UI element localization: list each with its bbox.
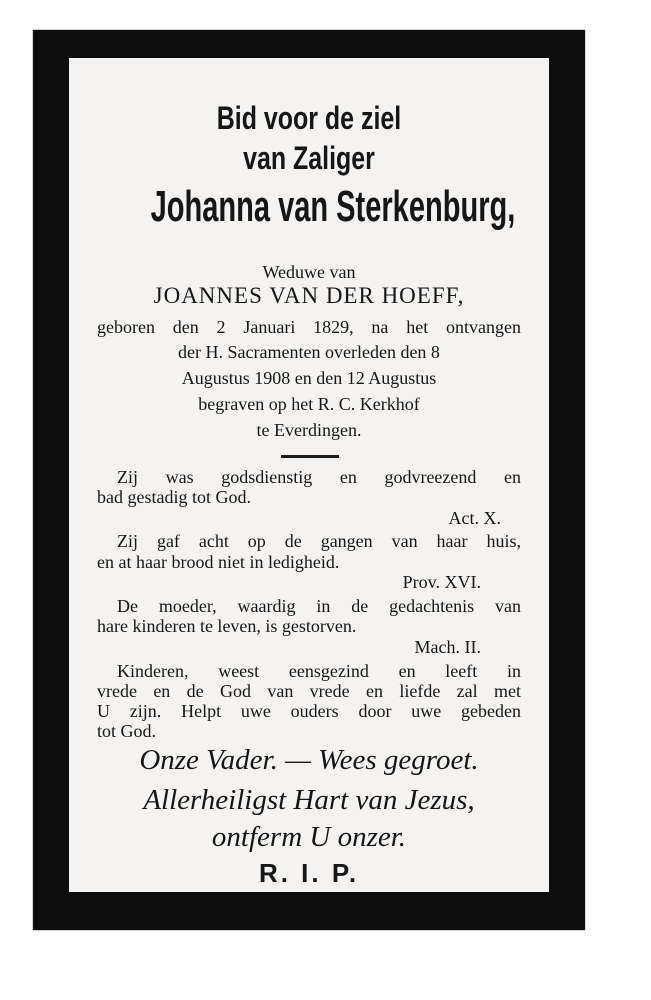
card-text-panel xyxy=(69,58,549,892)
verse-line: De moeder, waardig in de gedachtenis van xyxy=(117,596,521,616)
bio-line: der H. Sacramenten overleden den 8 xyxy=(178,342,440,362)
verse-line: hare kinderen te leven, is gestorven. xyxy=(97,616,357,636)
bio-line: te Everdingen. xyxy=(256,420,362,440)
prayer-line-1: Onze Vader. — Wees gegroet. xyxy=(139,744,479,776)
deceased-name: Johanna van Sterkenburg, xyxy=(150,182,516,231)
bio-line: Augustus 1908 en den 12 Augustus xyxy=(181,368,437,388)
verse-source: Act. X. xyxy=(448,508,501,528)
verse-line: U zijn. Helpt uwe ouders door uwe gebeden xyxy=(97,701,521,721)
verse-line: en at haar brood niet in ledigheid. xyxy=(97,552,340,572)
husband-name: JOANNES VAN DER HOEFF, xyxy=(153,283,465,308)
verse-line: Zij was godsdienstig en godvreezend en xyxy=(117,467,521,487)
title-line-1: Bid voor de ziel xyxy=(216,100,402,136)
prayer-line-2: Allerheiligst Hart van Jezus, xyxy=(143,784,475,816)
memorial-card xyxy=(33,30,585,930)
verse-line: Zij gaf acht op de gangen van haar huis, xyxy=(117,531,521,551)
verse-line: bad gestadig tot God. xyxy=(97,487,251,507)
title-line-2: van Zaliger xyxy=(243,140,375,176)
bio-line: geboren den 2 Januari 1829, na het ontvangen xyxy=(97,317,521,337)
prayer-line-3: ontferm U onzer. xyxy=(211,821,407,853)
bio-line: begraven op het R. C. Kerkhof xyxy=(198,394,420,414)
verse-line: vrede en de God van vrede en liefde zal met xyxy=(97,681,521,701)
verse-line: tot God. xyxy=(97,721,157,741)
verse-source: Mach. II. xyxy=(414,637,481,657)
verse-line: Kinderen, weest eensgezind en leeft in xyxy=(117,661,521,681)
rip-text: R. I. P. xyxy=(258,858,360,888)
weduwe-label: Weduwe van xyxy=(262,262,356,282)
divider-rule xyxy=(281,455,339,458)
verse-source: Prov. XVI. xyxy=(402,572,481,592)
